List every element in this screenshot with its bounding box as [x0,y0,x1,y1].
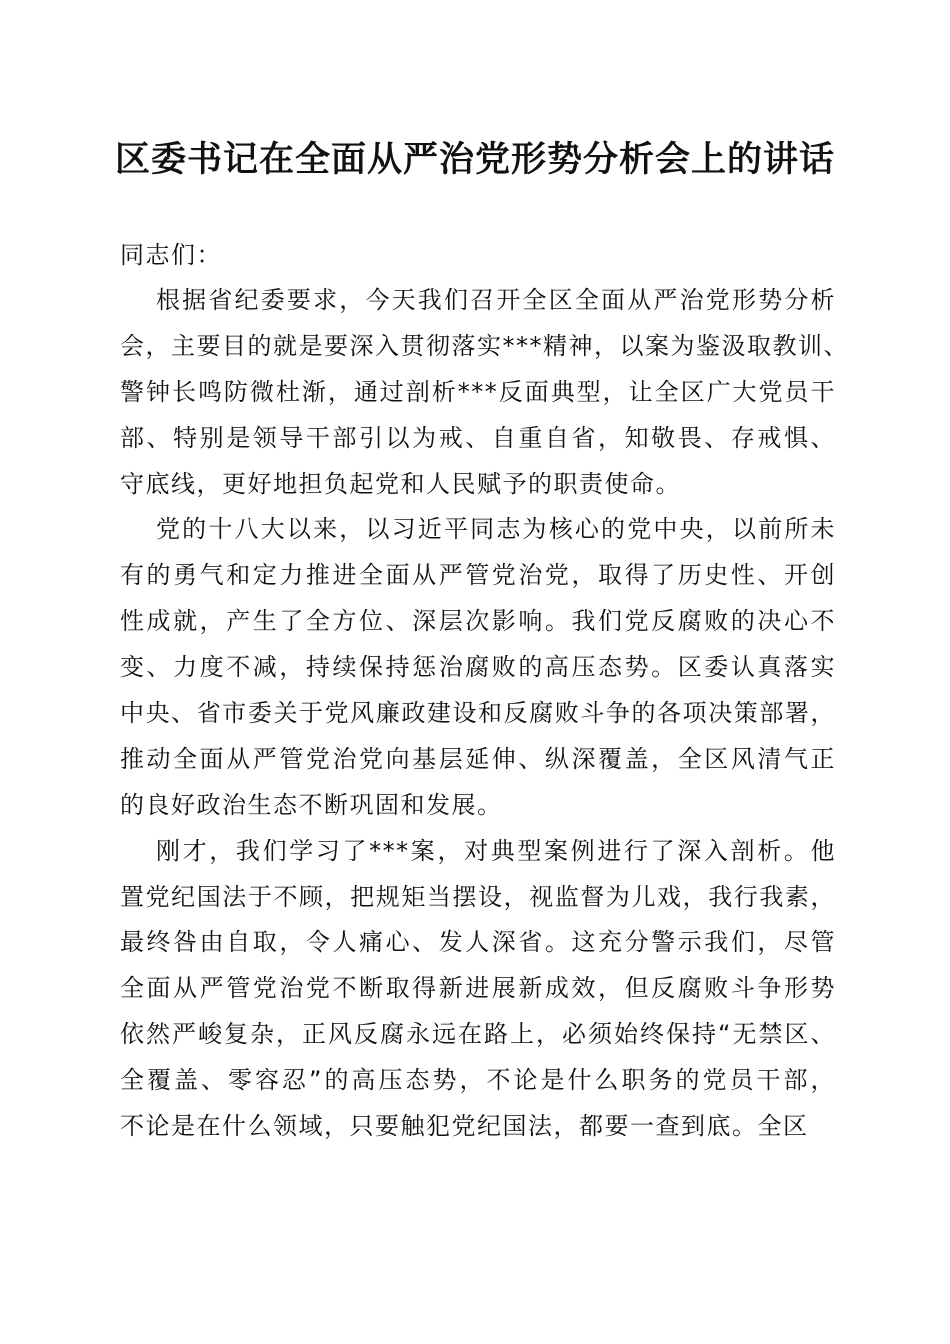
paragraph-line: 全覆盖、零容忍”的高压态势，不论是什么职务的党员干部， [120,1066,836,1095]
paragraph-3 [120,829,836,1150]
paragraph-line: 根据省纪委要求，今天我们召开全区全面从严治党形势分析 [156,286,836,314]
document-body [120,232,849,1150]
paragraph-line: 部、特别是领导干部引以为戒、自重自省，知敬畏、存戒惧、 [120,423,836,452]
paragraph-line: 刚才，我们学习了***案，对典型案例进行了深入剖析。他 [156,836,836,865]
paragraph-line: 最终咎由自取，令人痛心、发人深省。这充分警示我们，尽管 [120,928,836,957]
paragraph-line: 警钟长鸣防微杜渐，通过剖析***反面典型，让全区广大党员干 [120,377,836,406]
paragraph-line: 全面从严管党治党不断取得新进展新成效，但反腐败斗争形势 [120,974,836,1003]
paragraph-1 [120,278,849,507]
salutation: 同志们： [120,241,222,269]
paragraph-line: 守底线，更好地担负起党和人民赋予的职责使命。 [120,469,681,498]
paragraph-line: 中央、省市委关于党风廉政建设和反腐败斗争的各项决策部署， [120,699,836,728]
paragraph-line: 党的十八大以来，以习近平同志为核心的党中央，以前所未 [156,515,836,544]
paragraph-line: 推动全面从严管党治党向基层延伸、纵深覆盖，全区风清气正 [120,744,836,773]
paragraph-line: 置党纪国法于不顾，把规矩当摆设，视监督为儿戏，我行我素， [120,882,836,911]
paragraph-line: 的良好政治生态不断巩固和发展。 [120,790,503,819]
paragraph-2 [120,507,836,828]
paragraph-line: 依然严峻复杂，正风反腐永远在路上，必须始终保持“无禁区、 [120,1020,836,1049]
paragraph-line: 不论是在什么领域，只要触犯党纪国法，都要一查到底。全区 [120,1112,809,1141]
paragraph-line: 性成就，产生了全方位、深层次影响。我们党反腐败的决心不 [120,607,836,636]
paragraph-line: 会，主要目的就是要深入贯彻落实***精神，以案为鉴汲取教训、 [120,331,849,360]
document-title: 区委书记在全面从严治党形势分析会上的讲话 [114,139,835,180]
paragraph-line: 有的勇气和定力推进全面从严管党治党，取得了历史性、开创 [120,561,836,590]
paragraph-line: 变、力度不减，持续保持惩治腐败的高压态势。区委认真落实 [120,653,836,682]
